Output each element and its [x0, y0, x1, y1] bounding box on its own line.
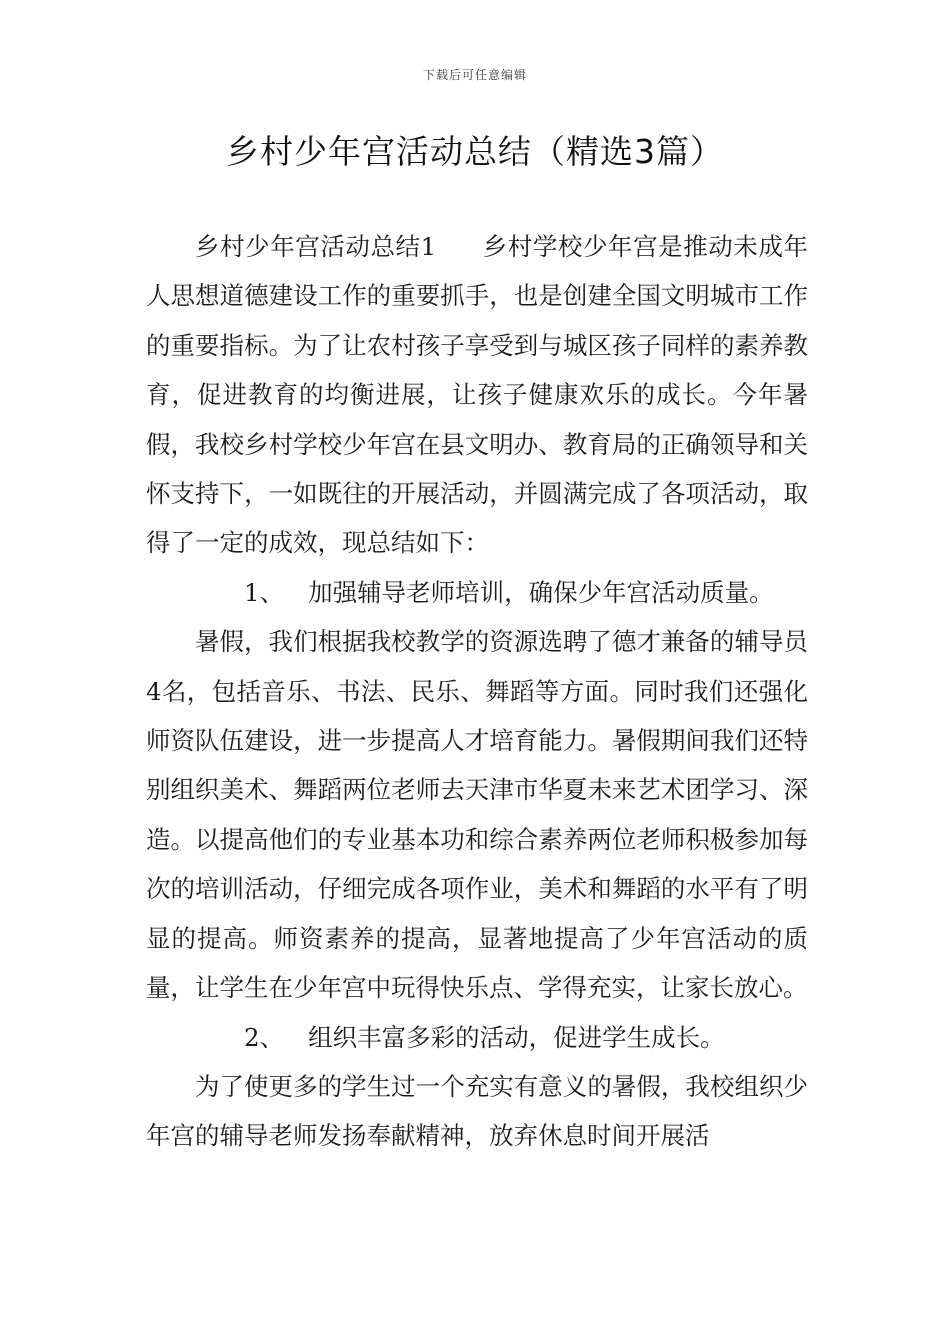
- document-body: [146, 222, 808, 1161]
- section-number-2: 2、: [244, 1022, 285, 1052]
- section-number-1: 1、: [244, 577, 285, 607]
- section-heading-2-text: 组织丰富多彩的活动，促进学生成长。: [308, 1022, 725, 1052]
- paragraph-intro-text: 乡村学校少年宫是推动未成年人思想道德建设工作的重要抓手，也是创建全国文明城市工作的重要指标。为了让农村孩子享受到与城区孩子同样的素养教育，促进教育的均衡进展，让孩子健康欢乐的成长。今年暑假，我校乡村学校少年宫在县文明办、教育局的正确领导和关怀支持下，一如既往的开展活动，并圆满完成了各项活动，取得了一定的成效，现总结如下：: [146, 232, 809, 558]
- paragraph-activities: 为了使更多的学生过一个充实有意义的暑假，我校组织少年宫的辅导老师发扬奉献精神，放弃休息时间开展活: [146, 1071, 808, 1151]
- header-note: 下载后可任意编辑: [422, 68, 527, 82]
- section-heading-1: [146, 568, 808, 617]
- section-heading-1-text: 加强辅导老师培训，确保少年宫活动质量。: [308, 577, 774, 607]
- document-title: 乡村少年宫活动总结（精选3篇）: [226, 132, 724, 171]
- paragraph-intro-lead: 乡村少年宫活动总结1: [195, 232, 437, 261]
- paragraph-training: 暑假，我们根据我校教学的资源选聘了德才兼备的辅导员4名，包括音乐、书法、民乐、舞蹈等方面。同时我们还强化师资队伍建设，进一步提高人才培育能力。暑假期间我们还特别组织美术、舞蹈两位老师去天津市华夏未来艺术团学习、深造。以提高他们的专业基本功和综合素养两位老师积极参加每次的培训活动，仔细完成各项作业，美术和舞蹈的水平有了明显的提高。师资素养的提高，显著地提高了少年宫活动的质量，让学生在少年宫中玩得快乐点、学得充实，让家长放心。: [146, 627, 808, 1003]
- section-heading-2: [146, 1013, 808, 1062]
- paragraph-intro: [146, 222, 808, 568]
